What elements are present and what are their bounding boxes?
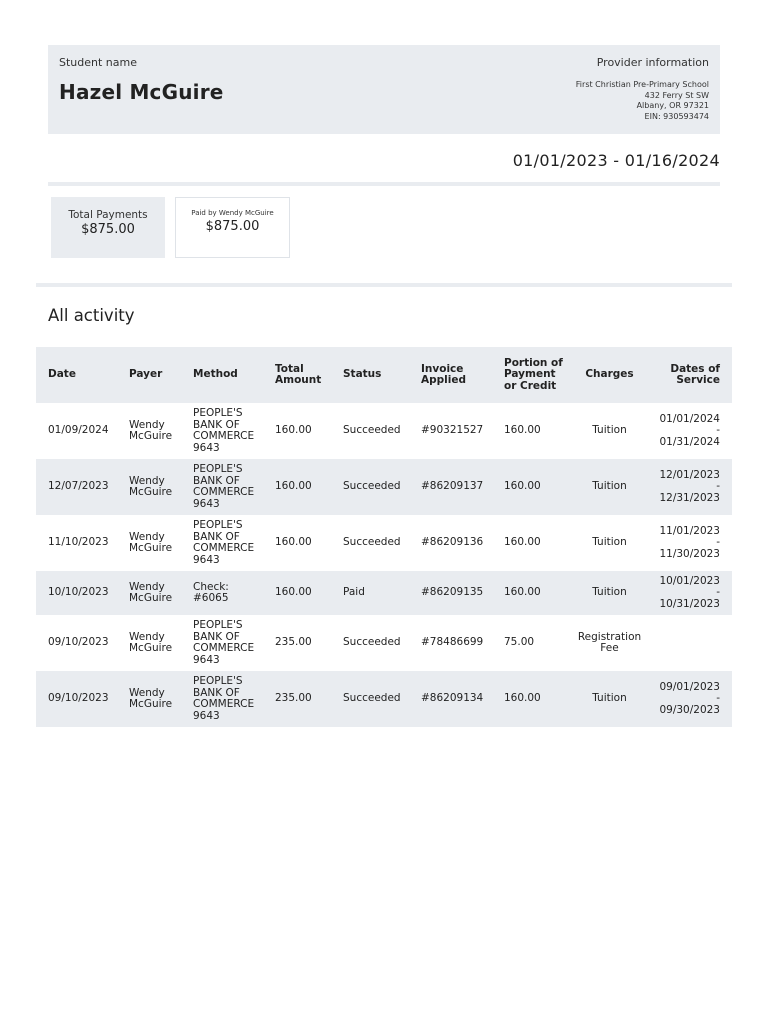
table-header-row	[36, 347, 732, 403]
cell-status: Succeeded	[343, 636, 401, 649]
paid-by-label: Paid by Wendy McGuire	[191, 209, 274, 217]
table-row	[36, 403, 732, 459]
cell-portion: 160.00	[504, 480, 541, 493]
provider-name: First Christian Pre-Primary School	[575, 80, 709, 89]
service-end: 11/30/2023	[659, 547, 720, 560]
cell-invoice: #86209136	[421, 536, 484, 549]
cell-method: Check: #6065	[193, 580, 229, 604]
divider	[36, 283, 732, 287]
cell-invoice: #90321527	[421, 424, 484, 437]
cell-payer: Wendy McGuire	[129, 474, 173, 498]
service-start: 09/01/2023	[659, 681, 720, 694]
cell-portion: 160.00	[504, 692, 541, 705]
provider-info	[576, 80, 709, 123]
column-header-invoice-applied: Invoice Applied	[421, 362, 466, 386]
cell-date: 10/10/2023	[48, 586, 109, 599]
column-header-dates-of-service: Dates of Service	[670, 362, 720, 386]
table-row	[36, 515, 732, 571]
table-row	[36, 459, 732, 515]
cell-charges: Tuition	[592, 586, 627, 599]
student-header	[48, 45, 720, 134]
cell-dates-of-service	[646, 515, 732, 571]
total-payments-amount: $875.00	[81, 222, 135, 237]
cell-method: PEOPLE'S BANK OF COMMERCE 9643	[193, 619, 255, 666]
divider	[48, 182, 720, 186]
service-end: 09/30/2023	[659, 703, 720, 716]
cell-total-amount: 160.00	[275, 536, 312, 549]
service-separator: -	[716, 692, 720, 705]
cell-dates-of-service	[646, 615, 732, 671]
cell-invoice: #78486699	[421, 636, 484, 649]
cell-portion: 160.00	[504, 424, 541, 437]
cell-status: Paid	[343, 586, 365, 599]
cell-payer: Wendy McGuire	[129, 630, 173, 654]
cell-portion: 160.00	[504, 536, 541, 549]
cell-total-amount: 160.00	[275, 480, 312, 493]
cell-method: PEOPLE'S BANK OF COMMERCE 9643	[193, 463, 255, 510]
cell-payer: Wendy McGuire	[129, 418, 173, 442]
total-payments-card	[51, 197, 165, 258]
table-row	[36, 615, 732, 671]
cell-charges: Tuition	[592, 536, 627, 549]
cell-date: 09/10/2023	[48, 692, 109, 705]
cell-dates-of-service	[646, 671, 732, 727]
column-header-charges: Charges	[585, 368, 634, 381]
service-end: 01/31/2024	[659, 435, 720, 448]
cell-portion: 160.00	[504, 586, 541, 599]
service-end: 12/31/2023	[659, 491, 720, 504]
cell-total-amount: 160.00	[275, 424, 312, 437]
service-separator: -	[716, 536, 720, 549]
statement-date-range: 01/01/2023 - 01/16/2024	[512, 151, 720, 170]
cell-invoice: #86209134	[421, 692, 484, 705]
cell-charges: Tuition	[592, 480, 627, 493]
provider-address-line1: 432 Ferry St SW	[644, 90, 709, 100]
column-header-method: Method	[193, 368, 238, 381]
service-separator: -	[716, 480, 720, 493]
cell-portion: 75.00	[504, 636, 535, 649]
cell-charges: Tuition	[592, 692, 627, 705]
cell-method: PEOPLE'S BANK OF COMMERCE 9643	[193, 675, 255, 722]
cell-charges: Registration Fee	[577, 630, 642, 654]
cell-status: Succeeded	[343, 536, 401, 549]
cell-date: 12/07/2023	[48, 480, 109, 493]
activity-section-title: All activity	[48, 306, 135, 325]
cell-total-amount: 235.00	[275, 636, 312, 649]
student-name-label: Student name	[59, 56, 137, 69]
provider-ein: EIN: 930593474	[644, 112, 709, 122]
service-separator: -	[716, 424, 720, 437]
cell-status: Succeeded	[343, 424, 401, 437]
cell-dates-of-service	[646, 459, 732, 515]
cell-status: Succeeded	[343, 692, 401, 705]
column-header-date: Date	[48, 368, 76, 381]
cell-date: 09/10/2023	[48, 636, 109, 649]
total-payments-label: Total Payments	[68, 209, 148, 221]
cell-payer: Wendy McGuire	[129, 580, 173, 604]
service-separator: -	[716, 586, 720, 599]
activity-table	[36, 347, 732, 727]
cell-date: 11/10/2023	[48, 536, 109, 549]
cell-payer: Wendy McGuire	[129, 686, 173, 710]
provider-info-label: Provider information	[596, 56, 709, 69]
service-end: 10/31/2023	[659, 597, 720, 610]
service-start: 12/01/2023	[659, 469, 720, 482]
cell-invoice: #86209137	[421, 480, 484, 493]
paid-by-card	[175, 197, 290, 258]
cell-payer: Wendy McGuire	[129, 530, 173, 554]
cell-status: Succeeded	[343, 480, 401, 493]
paid-by-amount: $875.00	[205, 219, 260, 234]
service-start: 01/01/2024	[659, 413, 720, 426]
cell-method: PEOPLE'S BANK OF COMMERCE 9643	[193, 519, 255, 566]
cell-total-amount: 160.00	[275, 586, 312, 599]
cell-total-amount: 235.00	[275, 692, 312, 705]
column-header-portion: Portion of Payment or Credit	[504, 356, 563, 392]
provider-address-line2: Albany, OR 97321	[636, 101, 709, 111]
column-header-payer: Payer	[129, 368, 163, 381]
cell-dates-of-service	[646, 403, 732, 459]
cell-charges: Tuition	[592, 424, 627, 437]
cell-invoice: #86209135	[421, 586, 484, 599]
student-name: Hazel McGuire	[59, 80, 224, 104]
column-header-total-amount: Total Amount	[275, 362, 322, 386]
cell-method: PEOPLE'S BANK OF COMMERCE 9643	[193, 407, 255, 454]
service-start: 11/01/2023	[659, 525, 720, 538]
table-row	[36, 571, 732, 615]
cell-date: 01/09/2024	[48, 424, 109, 437]
column-header-status: Status	[343, 368, 382, 381]
table-row	[36, 671, 732, 727]
cell-dates-of-service	[646, 571, 732, 615]
service-start: 10/01/2023	[659, 575, 720, 588]
